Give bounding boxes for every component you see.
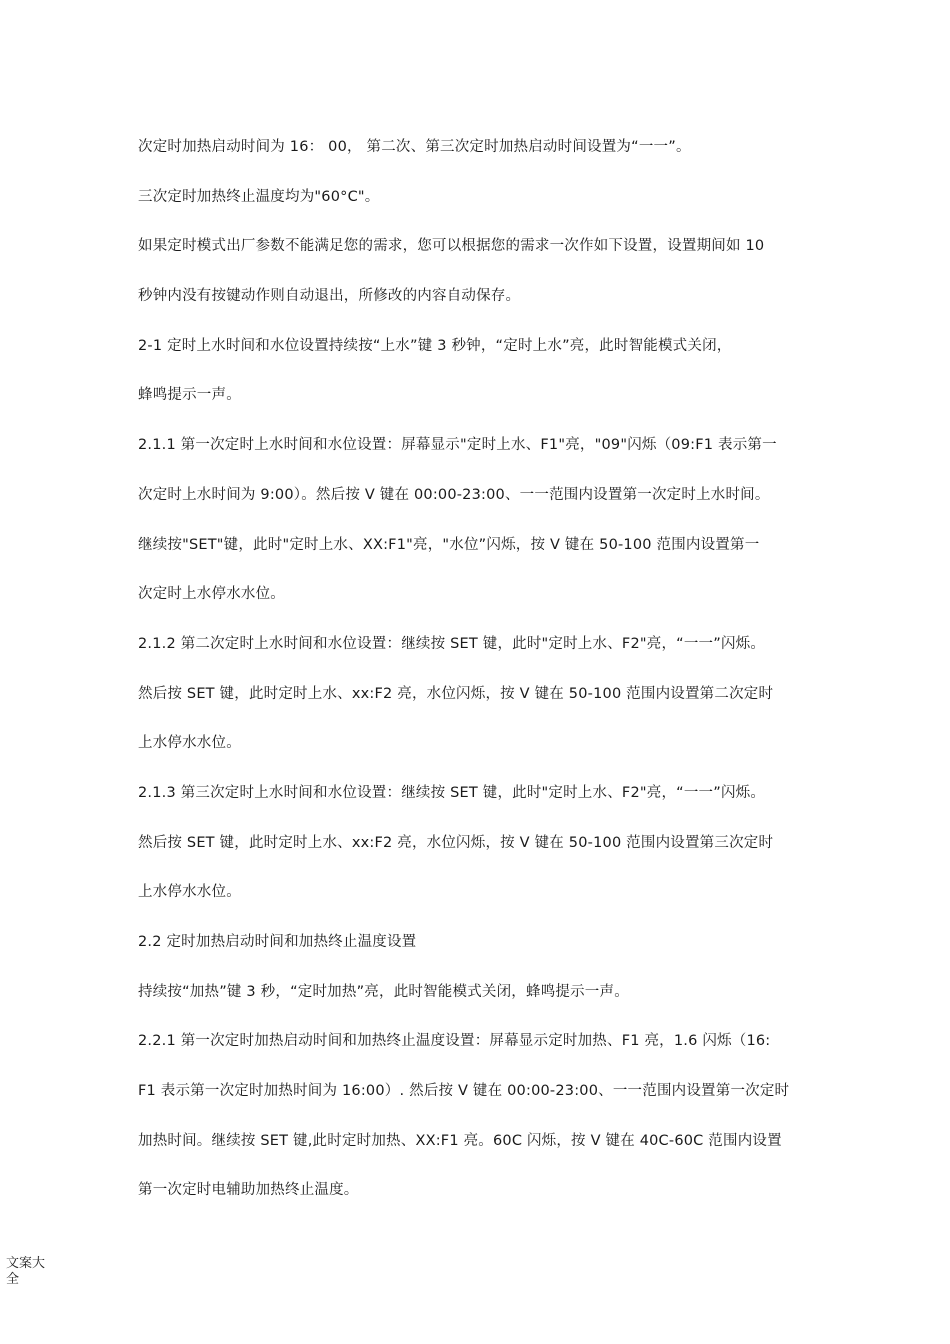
text-line: 次定时上水停水水位。 (138, 586, 285, 602)
subsection-line: 2.1.2 第二次定时上水时间和水位设置：继续按 SET 键，此时"定时上水、F2"亮，“一一”闪烁。 (138, 636, 766, 652)
text-line: 第一次定时电辅助加热终止温度。 (138, 1182, 359, 1198)
subsection-line: 2.1.1 第一次定时上水时间和水位设置：屏幕显示"定时上水、F1"亮，"09"闪烁（09:F1 表示第一 (138, 437, 777, 453)
subsection-line: 2.2.1 第一次定时加热启动时间和加热终止温度设置：屏幕显示定时加热、F1 亮，1.6 闪烁（16: (138, 1033, 771, 1049)
text-line: F1 表示第一次定时加热时间为 16:00）. 然后按 V 键在 00:00-23:00、一一范围内设置第一次定时 (138, 1083, 790, 1099)
text-line: 上水停水水位。 (138, 884, 241, 900)
subsection-line: 2.1.3 第三次定时上水时间和水位设置：继续按 SET 键，此时"定时上水、F2"亮，“一一”闪烁。 (138, 785, 766, 801)
text-line: 如果定时模式出厂参数不能满足您的需求，您可以根据您的需求一次作如下设置，设置期间如 10 (138, 238, 765, 254)
text-line: 三次定时加热终止温度均为"60°C"。 (138, 189, 380, 205)
text-line: 继续按"SET"键，此时"定时上水、XX:F1"亮，"水位”闪烁，按 V 键在 50-100 范围内设置第一 (138, 537, 760, 553)
text-line: 然后按 SET 键，此时定时上水、xx:F2 亮，水位闪烁，按 V 键在 50-100 范围内设置第三次定时 (138, 835, 774, 851)
text-line: 秒钟内没有按键动作则自动退出，所修改的内容自动保存。 (138, 288, 521, 304)
footer-watermark: 文案大全 (6, 1256, 46, 1287)
section-heading-line: 2.2 定时加热启动时间和加热终止温度设置 (138, 934, 417, 950)
text-line: 蜂鸣提示一声。 (138, 387, 241, 403)
text-line: 上水停水水位。 (138, 735, 241, 751)
text-line: 次定时上水时间为 9:00）。然后按 V 键在 00:00-23:00、一一范围内设置第一次定时上水时间。 (138, 487, 770, 503)
text-line: 持续按“加热”键 3 秒，“定时加热”亮，此时智能模式关闭，蜂鸣提示一声。 (138, 984, 629, 1000)
text-line: 加热时间。继续按 SET 键,此时定时加热、XX:F1 亮。60C 闪烁，按 V 键在 40C-60C 范围内设置 (138, 1133, 782, 1149)
section-heading-line: 2-1 定时上水时间和水位设置持续按“上水”键 3 秒钟，“定时上水”亮，此时智能模式关闭， (138, 338, 732, 354)
text-line: 次定时加热启动时间为 16： 00， 第二次、第三次定时加热启动时间设置为“一一”。 (138, 139, 691, 155)
text-line: 然后按 SET 键，此时定时上水、xx:F2 亮，水位闪烁，按 V 键在 50-100 范围内设置第二次定时 (138, 686, 774, 702)
